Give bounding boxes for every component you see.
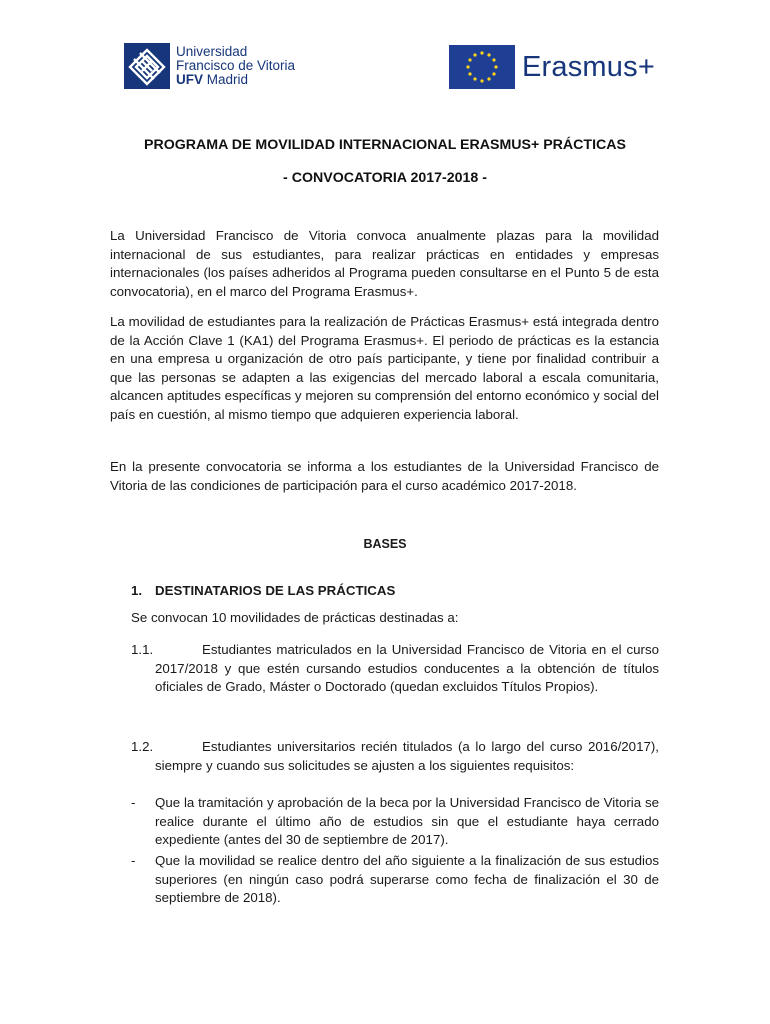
ufv-line3-rest: Madrid	[206, 72, 249, 87]
requirement-item	[131, 852, 659, 908]
bases-heading: BASES	[363, 537, 407, 551]
erasmus-logo	[449, 45, 655, 89]
document-title: PROGRAMA DE MOVILIDAD INTERNACIONAL ERASMUS+ PRÁCTICAS	[143, 137, 626, 153]
requirement-bullet: -	[131, 853, 136, 868]
ufv-logo	[124, 43, 295, 89]
requirement-bullet: -	[131, 795, 136, 810]
document-subtitle: - CONVOCATORIA 2017-2018 -	[283, 170, 487, 186]
ufv-line2: Francisco de Vitoria	[176, 58, 296, 73]
paragraph-intro: La Universidad Francisco de Vitoria convoca anualmente plazas para la movilidad internacional de sus estudiantes, para realizar prácticas en entidades y empresas internacionales (los países adheridos al Programa pueden consultarse en el Punto 5 de esta convocatoria), en el marco del Programa Erasmus+.	[110, 228, 659, 299]
eu-flag-icon	[449, 45, 515, 89]
list-item-number: 1.1.	[131, 642, 154, 657]
requirement-text: Que la movilidad se realice dentro del año siguiente a la finalización de sus estudios superiores (en ningún caso podrá superarse como fecha de finalización el 30 de septiembre de 2018).	[155, 853, 659, 905]
list-item-number: 1.2.	[131, 739, 154, 754]
section-1-number: 1.	[131, 583, 143, 598]
erasmus-wordmark: Erasmus+	[522, 50, 655, 83]
requirement-text: Que la tramitación y aprobación de la beca por la Universidad Francisco de Vitoria se realice durante el último año de estudios sin que el estudiante haya cerrado expediente (antes del 30 de septiembre de 2017).	[155, 795, 659, 847]
section-1-title: DESTINATARIOS DE LAS PRÁCTICAS	[155, 583, 396, 598]
section-1-heading	[131, 583, 395, 598]
list-item	[131, 738, 659, 775]
paragraph-mobility: La movilidad de estudiantes para la realización de Prácticas Erasmus+ está integrada dentro de la Acción Clave 1 (KA1) del Programa Erasmus+. El periodo de prácticas es la estancia en una empresa u organización de otro país participante, y tiene por finalidad contribuir a que las personas se adapten a las exigencias del mercado laboral a escala comunitaria, alcancen aptitudes específicas y mejoren su comprensión del entorno económico y social del país en cuestión, al mismo tiempo que adquieren experiencia laboral.	[110, 314, 659, 422]
ufv-line3	[176, 73, 295, 87]
ufv-line3-bold: UFV	[176, 72, 203, 87]
list-item-text: Estudiantes matriculados en la Universidad Francisco de Vitoria en el curso 2017/2018 y que estén cursando estudios conducentes a la obtención de títulos oficiales de Grado, Máster o Doctorado (quedan excluidos Títulos Propios).	[155, 642, 659, 694]
ufv-line1: Universidad	[176, 44, 248, 59]
paragraph-information: En la presente convocatoria se informa a los estudiantes de la Universidad Francisco de Vitoria de las condiciones de participación para el curso académico 2017-2018.	[110, 459, 659, 493]
list-item	[131, 641, 659, 697]
ufv-wordmark	[176, 45, 295, 87]
section-1-intro: Se convocan 10 movilidades de prácticas destinadas a:	[131, 610, 459, 625]
list-item-text: Estudiantes universitarios recién titulados (a lo largo del curso 2016/2017), siempre y cuando sus solicitudes se ajusten a los siguientes requisitos:	[155, 739, 659, 773]
requirement-item	[131, 794, 659, 850]
ufv-emblem-icon	[124, 43, 170, 89]
